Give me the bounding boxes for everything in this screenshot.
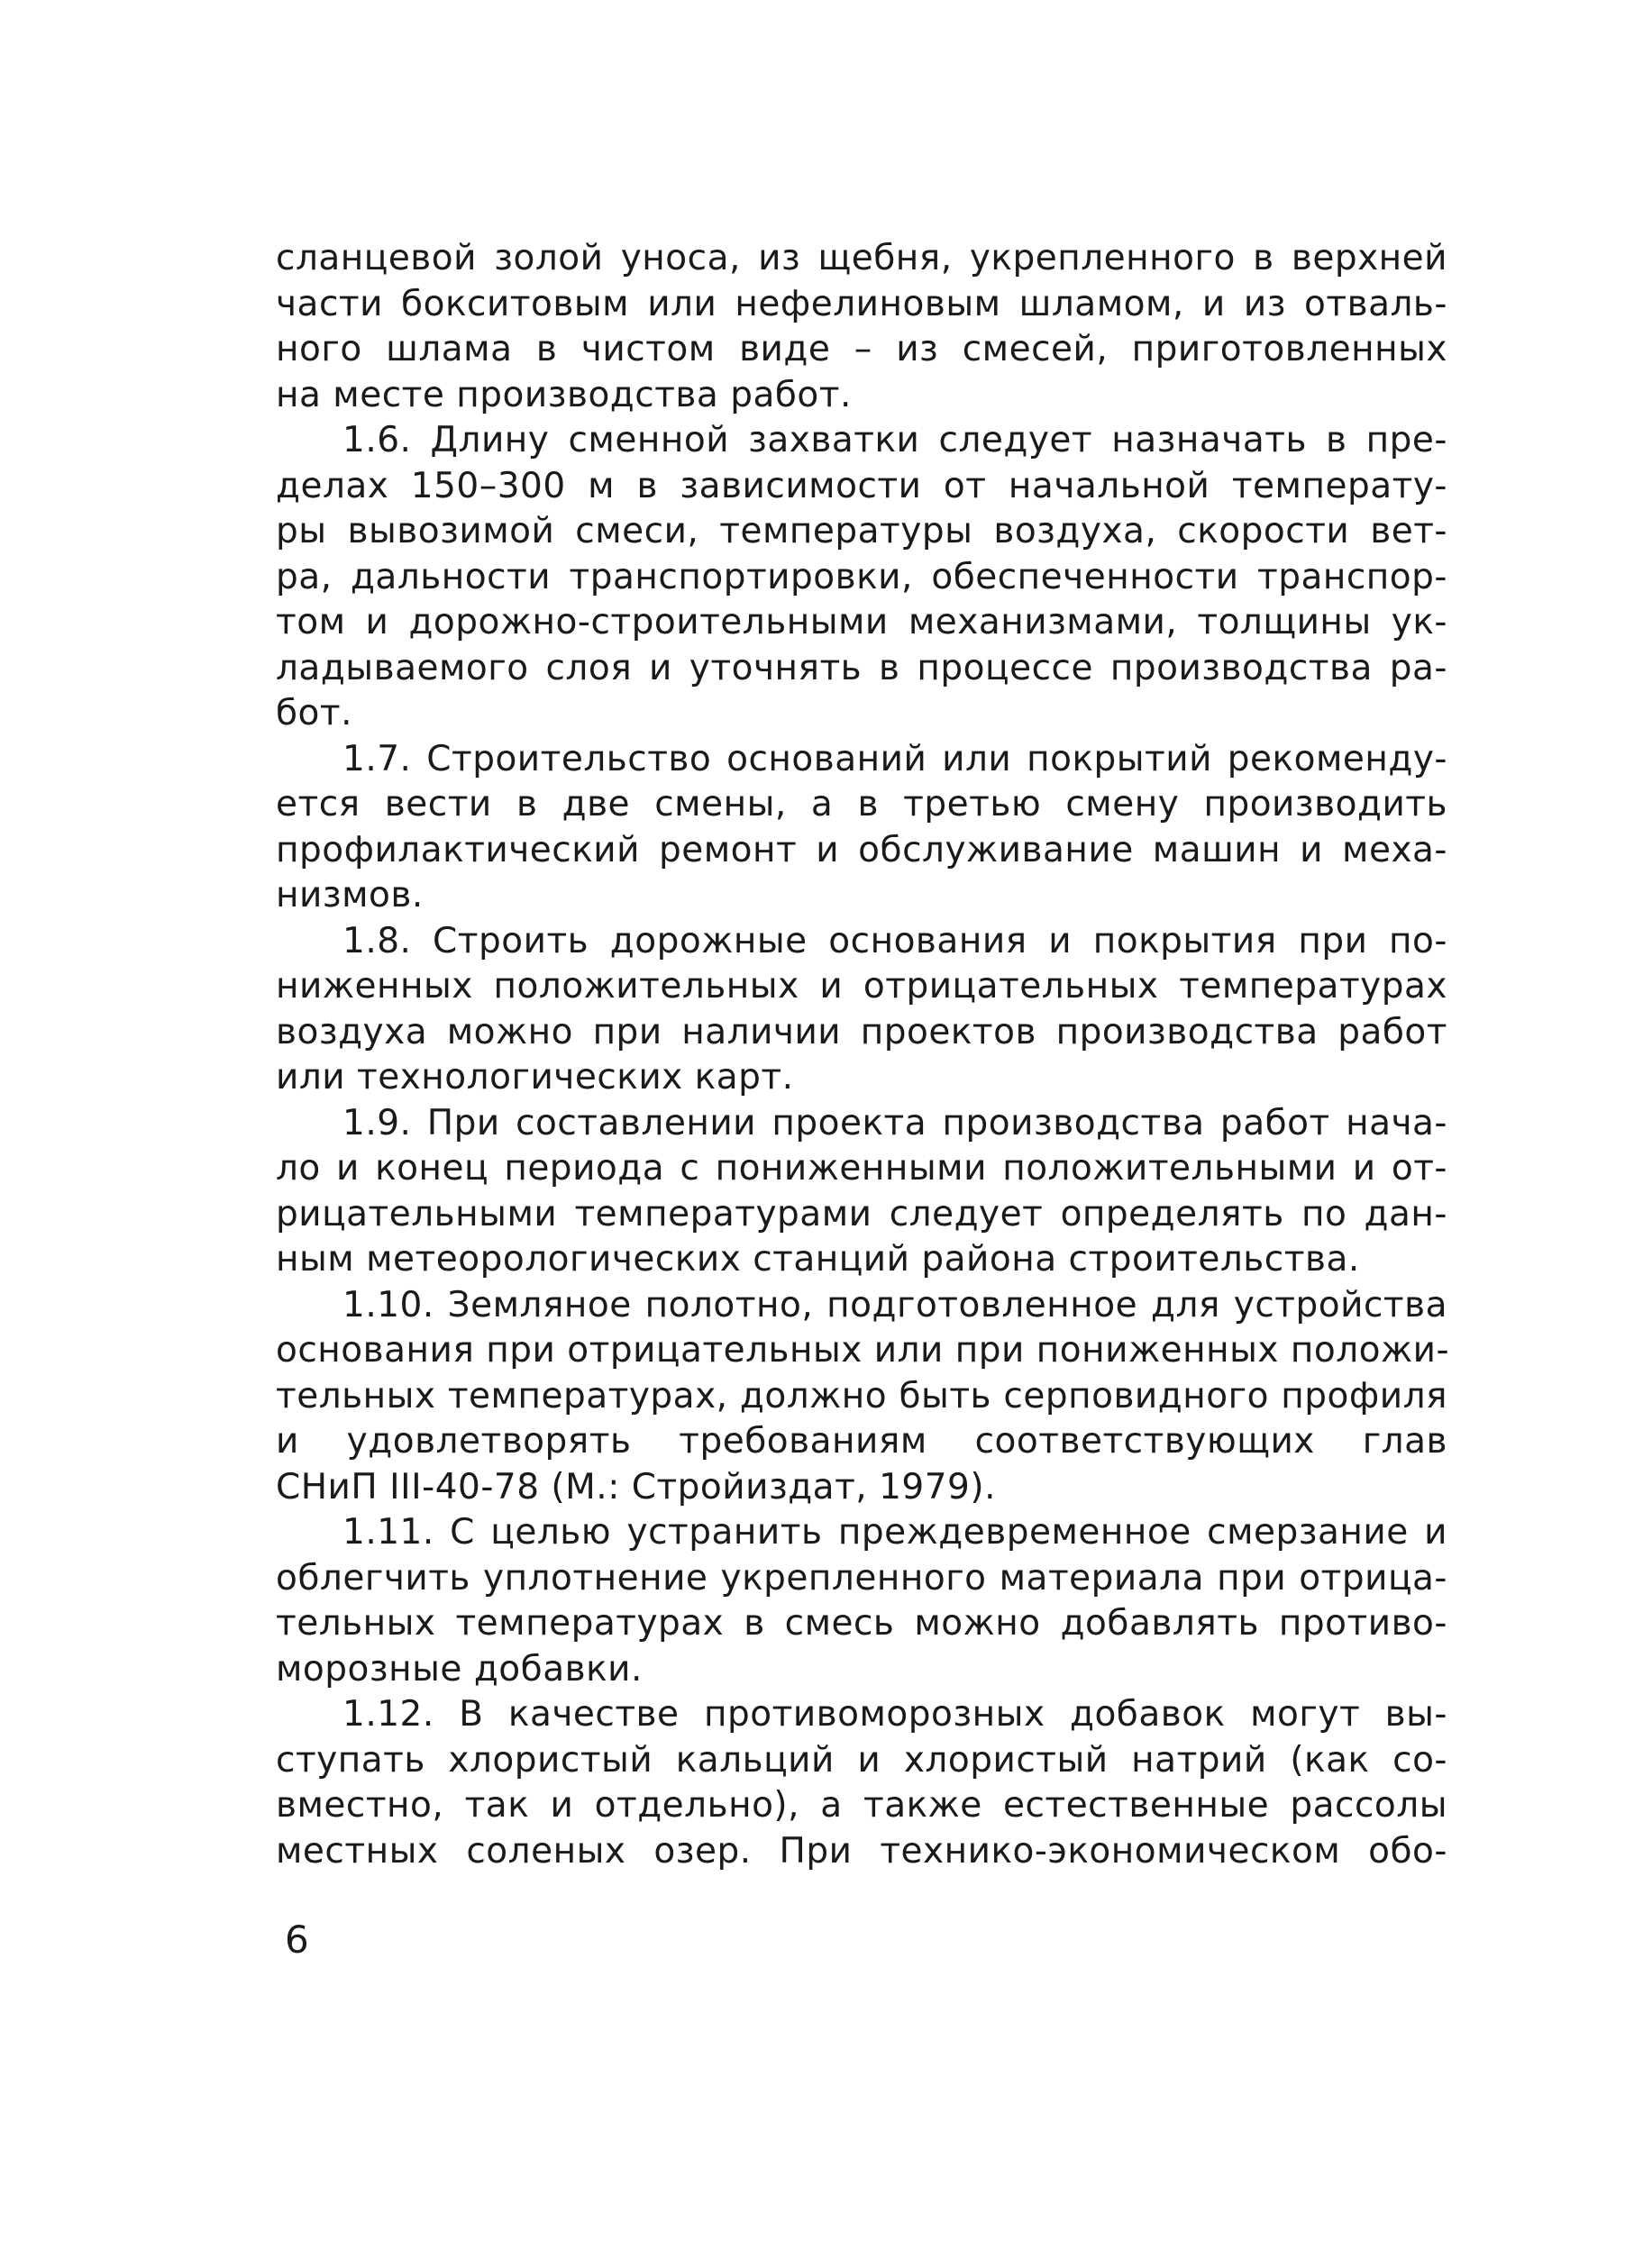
text-line: воздуха можно при наличии проектов производства работ: [276, 1011, 1447, 1052]
text-line: 1.6. Длину сменной захватки следует назначать в пре-: [342, 420, 1447, 460]
text-line: 1.10. Земляное полотно, подготовленное для устройства: [342, 1284, 1447, 1325]
text-line: или технологических карт.: [276, 1057, 794, 1098]
text-line: 1.8. Строить дорожные основания и покрытия при по-: [342, 920, 1447, 961]
text-line: том и дорожно-строительными механизмами, толщины ук-: [276, 602, 1447, 642]
text-line: 1.12. В качестве противоморозных добавок могут вы-: [342, 1694, 1447, 1735]
text-line: делах 150–300 м в зависимости от начальной температу-: [276, 465, 1447, 506]
text-line: тельных температурах, должно быть серповидного профиля: [276, 1375, 1447, 1416]
text-line: ниженных положительных и отрицательных температурах: [276, 966, 1447, 1006]
text-line: тельных температурах в смесь можно добавлять противо-: [276, 1603, 1447, 1644]
text-line: ным метеорологических станций района строительства.: [276, 1239, 1360, 1280]
text-line: сланцевой золой уноса, из щебня, укрепленного в верхней: [276, 238, 1447, 278]
text-line: 1.11. С целью устранить преждевременное смерзание и: [342, 1512, 1447, 1553]
paragraph-1-11: [276, 1510, 1447, 1692]
paragraph-1-6: [276, 418, 1447, 737]
text-line: ступать хлористый кальций и хлористый натрий (как со-: [276, 1739, 1447, 1781]
text-line: ры вывозимой смеси, температуры воздуха, скорости вет-: [276, 511, 1447, 551]
text-line: части бокситовым или нефелиновым шламом, и из отваль-: [276, 283, 1447, 324]
text-line: низмов.: [276, 875, 424, 915]
text-line: СНиП III-40-78 (М.: Стройиздат, 1979).: [276, 1466, 996, 1507]
text-line: ного шлама в чистом виде – из смесей, приготовленных: [276, 329, 1447, 369]
text-line: местных соленых озер. При технико-экономическом обо-: [276, 1830, 1447, 1872]
text-line: облегчить уплотнение укрепленного материала при отрица-: [276, 1557, 1447, 1599]
paragraph-1-10: [276, 1283, 1450, 1511]
text-line: вместно, так и отдельно), а также естественные рассолы: [276, 1785, 1447, 1826]
text-line: ладываемого слоя и уточнять в процессе производства ра-: [276, 647, 1447, 688]
paragraph-1-8: [276, 919, 1447, 1101]
text-line: основания при отрицательных или при пониженных положи-: [276, 1330, 1450, 1371]
text-line: на месте производства работ.: [276, 374, 852, 415]
page-text: [276, 236, 1450, 1874]
text-line: и удовлетворять требованиям соответствующих глав: [276, 1421, 1447, 1462]
text-line: ется вести в две смены, а в третью смену производить: [276, 784, 1447, 824]
text-line: морозные добавки.: [276, 1648, 643, 1690]
text-line: профилактический ремонт и обслуживание машин и меха-: [276, 829, 1447, 870]
page-number: 6: [285, 1917, 309, 1962]
text-line: рицательными температурами следует определять по дан-: [276, 1193, 1447, 1234]
paragraph-1-12: [276, 1692, 1447, 1874]
text-line: бот.: [276, 693, 353, 733]
text-line: 1.9. При составлении проекта производства работ нача-: [342, 1102, 1447, 1143]
text-line: ло и конец периода с пониженными положительными и от-: [276, 1148, 1447, 1189]
paragraph-1-9: [276, 1101, 1447, 1283]
paragraph-1-5-continuation: [276, 236, 1447, 418]
paragraph-1-7: [276, 737, 1447, 919]
text-line: 1.7. Строительство оснований или покрытий рекоменду-: [342, 738, 1447, 779]
text-line: ра, дальности транспортировки, обеспеченности транспор-: [276, 556, 1447, 597]
